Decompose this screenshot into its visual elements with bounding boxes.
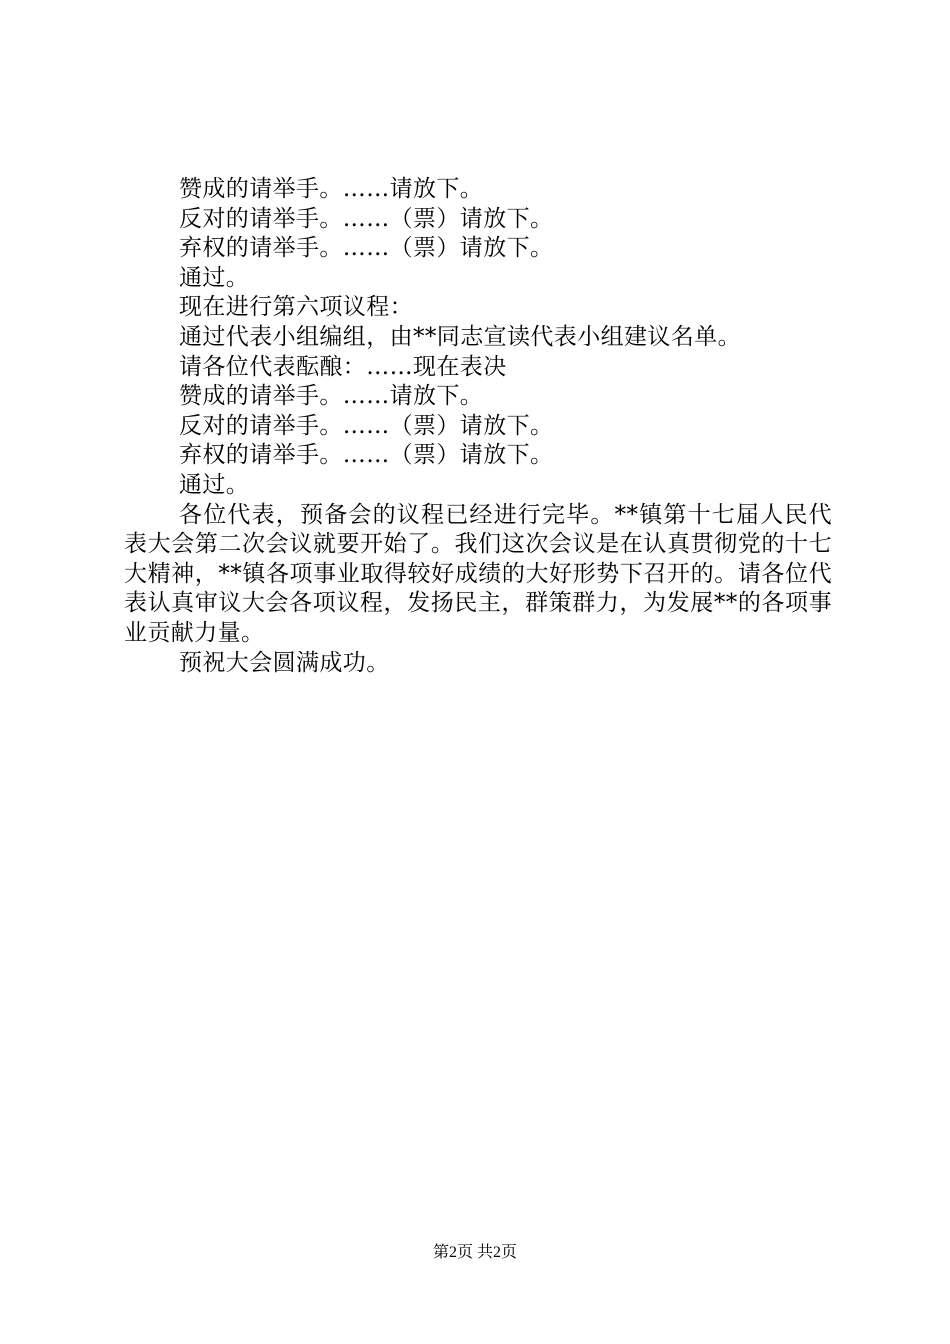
text-line: 现在进行第六项议程： — [179, 294, 413, 321]
page-footer: 第2页 共2页 — [432, 1244, 517, 1261]
text-line: 反对的请举手。……（票）请放下。 — [179, 412, 554, 439]
text-line: 弃权的请举手。……（票）请放下。 — [179, 442, 554, 469]
text-line: 请各位代表酝酿：……现在表决 — [179, 353, 507, 380]
text-line: 赞成的请举手。……请放下。 — [179, 176, 484, 202]
document-body — [124, 175, 832, 678]
text-line: 反对的请举手。……（票）请放下。 — [179, 205, 554, 232]
text-line: 赞成的请举手。……请放下。 — [179, 383, 484, 410]
text-line: 通过。 — [179, 264, 250, 291]
final-line: 预祝大会圆满成功。 — [179, 649, 390, 676]
closing-paragraph: 各位代表，预备会的议程已经进行完毕。**镇第十七届人民代表大会第二次会议就要开始了。我们这次会议是在认真贯彻党的十七大精神，**镇各项事业取得较好成绩的大好形势下召开的。请各位代表认真审议大会各项议程，发扬民主，群策群力，为发展**的各项事业贡献力量。 — [124, 501, 832, 646]
text-line: 弃权的请举手。……（票）请放下。 — [179, 235, 554, 262]
text-line: 通过。 — [179, 471, 250, 498]
text-line: 通过代表小组编组，由**同志宣读代表小组建议名单。 — [179, 323, 741, 350]
